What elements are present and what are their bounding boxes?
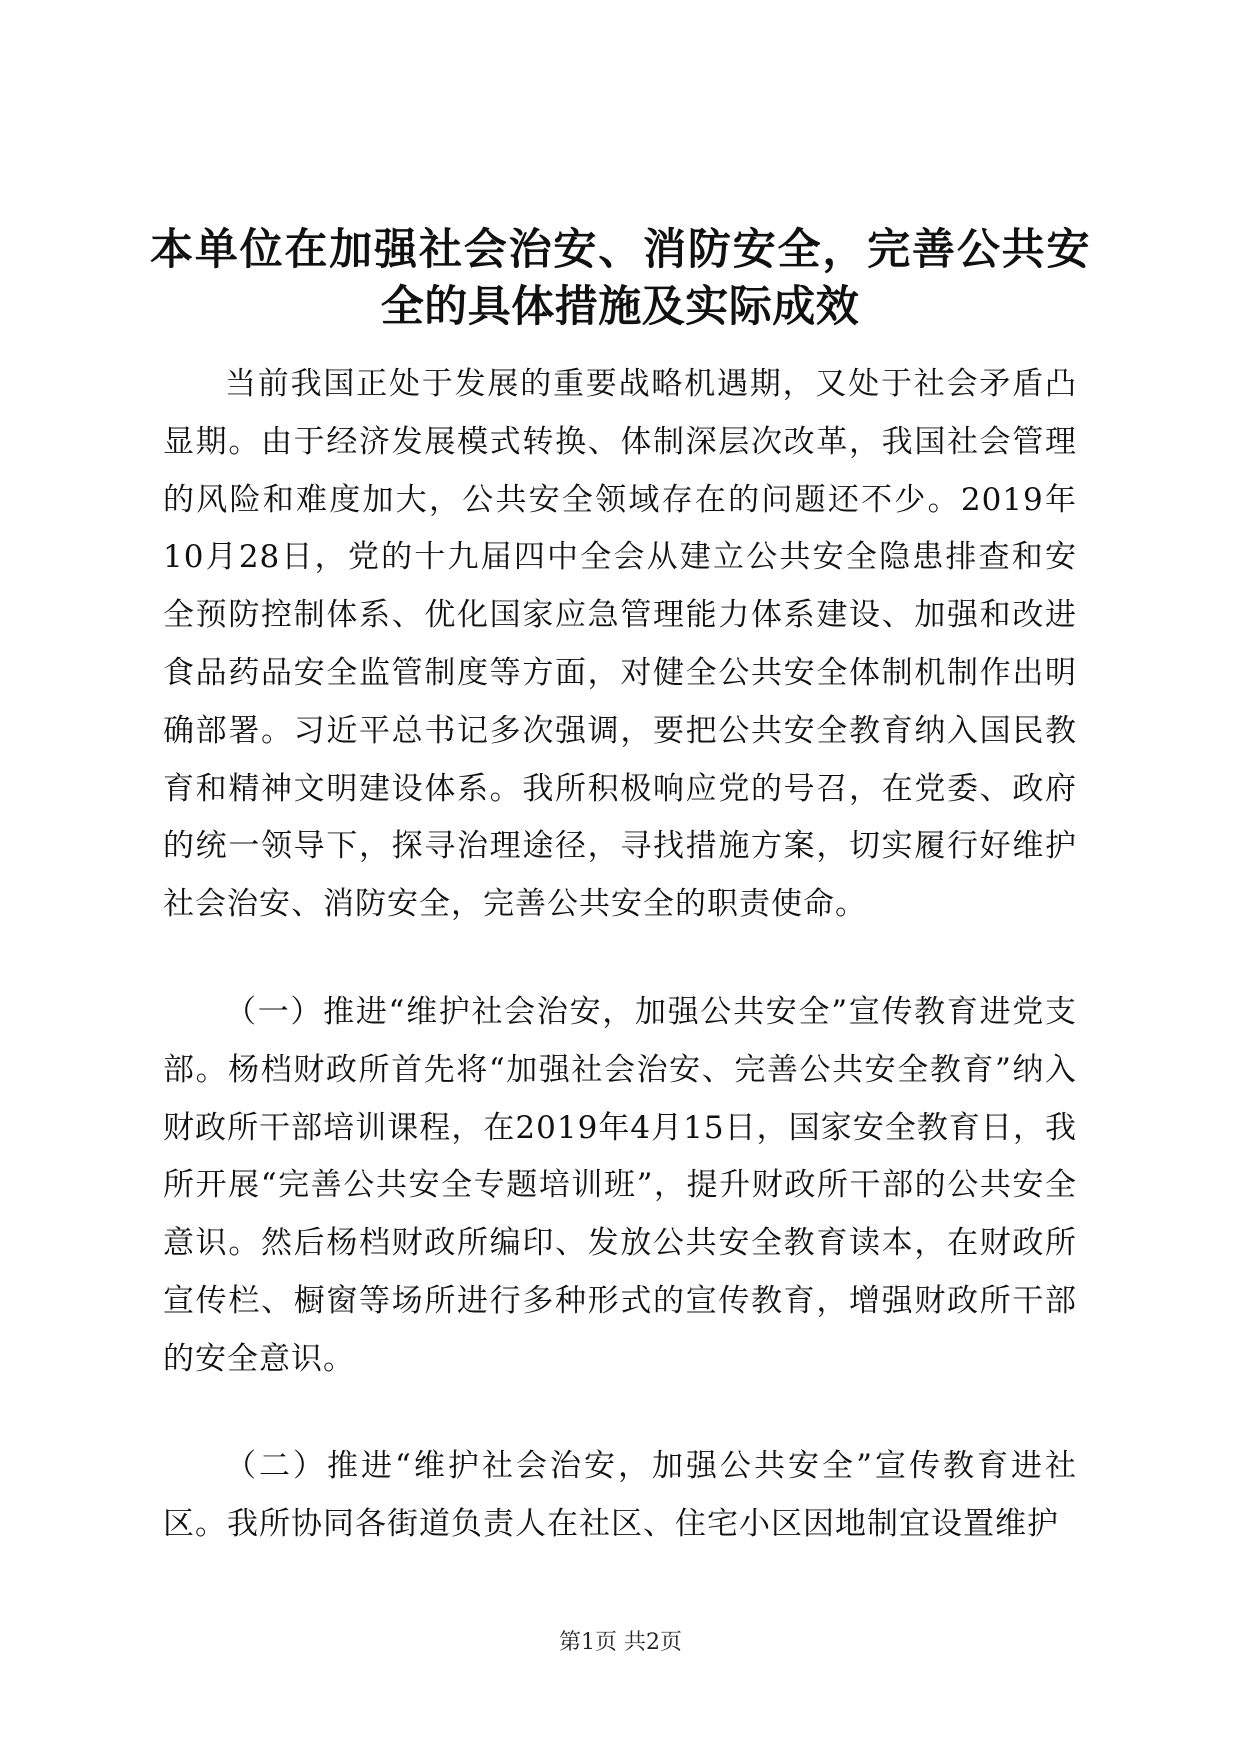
- paragraph-section-2: （二）推进“维护社会治安，加强公共安全”宣传教育进社区。我所协同各街道负责人在社区、住宅小区因地制宜设置维护: [163, 1448, 1077, 1542]
- paragraph-intro: 当前我国正处于发展的重要战略机遇期，又处于社会矛盾凸显期。由于经济发展模式转换、体制深层次改革，我国社会管理的风险和难度加大，公共安全领域存在的问题还不少。2019年10月28日，党的十九届四中全会从建立公共安全隐患排查和安全预防控制体系、优化国家应急管理能力体系建设、加强和改进食品药品安全监管制度等方面，对健全公共安全体制机制作出明确部署。习近平总书记多次强调，要把公共安全教育纳入国民教育和精神文明建设体系。我所积极响应党的号召，在党委、政府的统一领导下，探寻治理途径，寻找措施方案，切实履行好维护社会治安、消防安全，完善公共安全的职责使命。: [163, 366, 1077, 923]
- page-number-footer: 第1页 共2页: [559, 1630, 682, 1655]
- paragraph-section-1: （一）推进“维护社会治安，加强公共安全”宣传教育进党支部。杨档财政所首先将“加强社会治安、完善公共安全教育”纳入财政所干部培训课程，在2019年4月15日，国家安全教育日，我所开展“完善公共安全专题培训班”，提升财政所干部的公共安全意识。然后杨档财政所编印、发放公共安全教育读本，在财政所宣传栏、橱窗等场所进行多种形式的宣传教育，增强财政所干部的安全意识。: [163, 994, 1077, 1377]
- document-title: 本单位在加强社会治安、消防安全，完善公共安全的具体措施及实际成效: [150, 225, 1090, 332]
